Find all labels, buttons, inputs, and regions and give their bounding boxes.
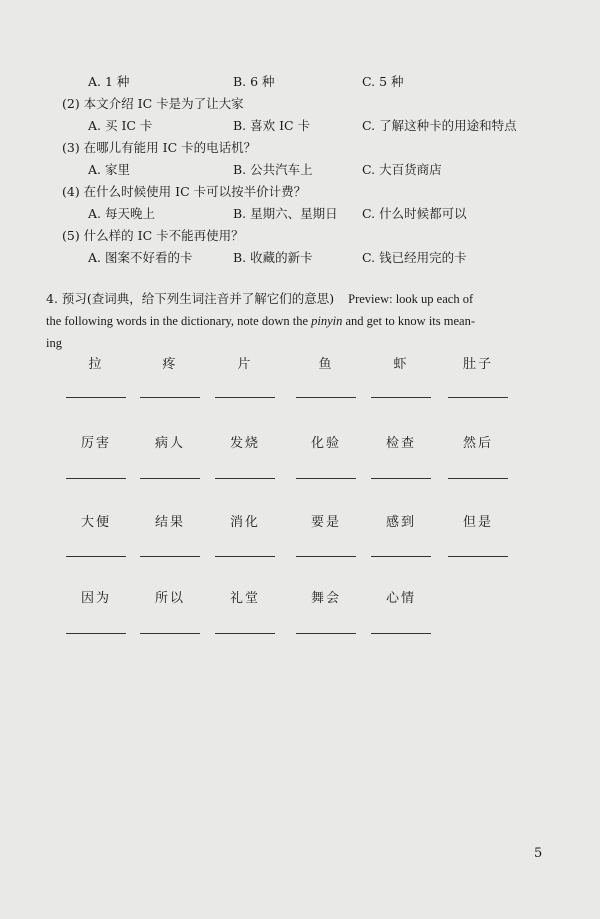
pinyin-blank[interactable] [66, 556, 126, 557]
vocab-word: 检查 [385, 436, 416, 451]
q1-option-b: B. 6 种 [233, 74, 275, 89]
q5-option-b: B. 收藏的新卡 [233, 250, 313, 265]
pinyin-blank[interactable] [371, 633, 431, 634]
q3-option-a: A. 家里 [88, 162, 130, 177]
pinyin-blank[interactable] [140, 556, 200, 557]
pinyin-blank[interactable] [448, 397, 508, 398]
vocab-word: 消化 [229, 515, 260, 530]
vocab-word: 拉 [88, 357, 104, 372]
pinyin-blank[interactable] [371, 556, 431, 557]
vocab-word: 片 [237, 357, 253, 372]
exercise-4-heading [46, 288, 556, 354]
vocab-word: 病人 [154, 436, 185, 451]
vocab-word: 感到 [385, 515, 416, 530]
vocab-word: 大便 [80, 515, 111, 530]
vocab-word: 然后 [462, 436, 493, 451]
exercise-4-heading-en-4: ing [46, 336, 62, 350]
q2-option-a: A. 买 IC 卡 [88, 118, 153, 133]
pinyin-blank[interactable] [215, 633, 275, 634]
q2-question: (2) 本文介绍 IC 卡是为了让大家 [62, 96, 244, 111]
pinyin-blank[interactable] [140, 633, 200, 634]
q1-option-a: A. 1 种 [88, 74, 130, 89]
exercise-4-heading-zh: 4. 预习(查词典，给下列生词注音并了解它们的意思) [46, 291, 335, 306]
q1-option-c: C. 5 种 [362, 74, 404, 89]
pinyin-blank[interactable] [296, 397, 356, 398]
q4-question: (4) 在什么时候使用 IC 卡可以按半价计费？ [62, 184, 307, 199]
q2-option-b: B. 喜欢 IC 卡 [233, 118, 311, 133]
vocab-word: 因为 [80, 591, 111, 606]
q3-option-c: C. 大百货商店 [362, 162, 442, 177]
pinyin-blank[interactable] [296, 478, 356, 479]
q3-question: (3) 在哪儿有能用 IC 卡的电话机？ [62, 140, 257, 155]
pinyin-blank[interactable] [66, 633, 126, 634]
vocab-word: 要是 [310, 515, 341, 530]
pinyin-blank[interactable] [296, 556, 356, 557]
q3-option-b: B. 公共汽车上 [233, 162, 313, 177]
vocab-word: 舞会 [310, 591, 341, 606]
q4-option-b: B. 星期六、星期日 [233, 206, 338, 221]
q5-option-a: A. 图案不好看的卡 [88, 250, 193, 265]
vocab-word: 发烧 [229, 436, 260, 451]
pinyin-blank[interactable] [371, 397, 431, 398]
vocab-word: 肚子 [462, 357, 493, 372]
q4-option-c: C. 什么时候都可以 [362, 206, 467, 221]
vocab-word: 厉害 [80, 436, 111, 451]
pinyin-blank[interactable] [66, 397, 126, 398]
vocab-word: 但是 [462, 515, 493, 530]
pinyin-blank[interactable] [448, 478, 508, 479]
vocab-word: 化验 [310, 436, 341, 451]
q5-option-c: C. 钱已经用完的卡 [362, 250, 467, 265]
vocab-word: 礼堂 [229, 591, 260, 606]
vocab-word: 结果 [154, 515, 185, 530]
q5-question: (5) 什么样的 IC 卡不能再使用？ [62, 228, 244, 243]
pinyin-blank[interactable] [215, 397, 275, 398]
exercise-4-heading-pinyin: pinyin [311, 314, 343, 328]
exercise-4-heading-en-1: Preview: look up each of [348, 292, 474, 306]
q4-option-a: A. 每天晚上 [88, 206, 155, 221]
q2-option-c: C. 了解这种卡的用途和特点 [362, 118, 517, 133]
exercise-4-heading-en-2: the following words in the dictionary, note down the [46, 314, 308, 328]
pinyin-blank[interactable] [140, 397, 200, 398]
vocab-word: 心情 [385, 591, 416, 606]
pinyin-blank[interactable] [140, 478, 200, 479]
vocab-word: 所以 [154, 591, 185, 606]
vocab-word: 鱼 [318, 357, 334, 372]
pinyin-blank[interactable] [215, 556, 275, 557]
vocab-word: 疼 [162, 357, 178, 372]
pinyin-blank[interactable] [296, 633, 356, 634]
exercise-4-heading-en-3: and get to know its mean- [345, 314, 475, 328]
pinyin-blank[interactable] [448, 556, 508, 557]
pinyin-blank[interactable] [371, 478, 431, 479]
pinyin-blank[interactable] [215, 478, 275, 479]
vocab-word: 虾 [393, 357, 409, 372]
page-number: 5 [534, 846, 543, 861]
pinyin-blank[interactable] [66, 478, 126, 479]
